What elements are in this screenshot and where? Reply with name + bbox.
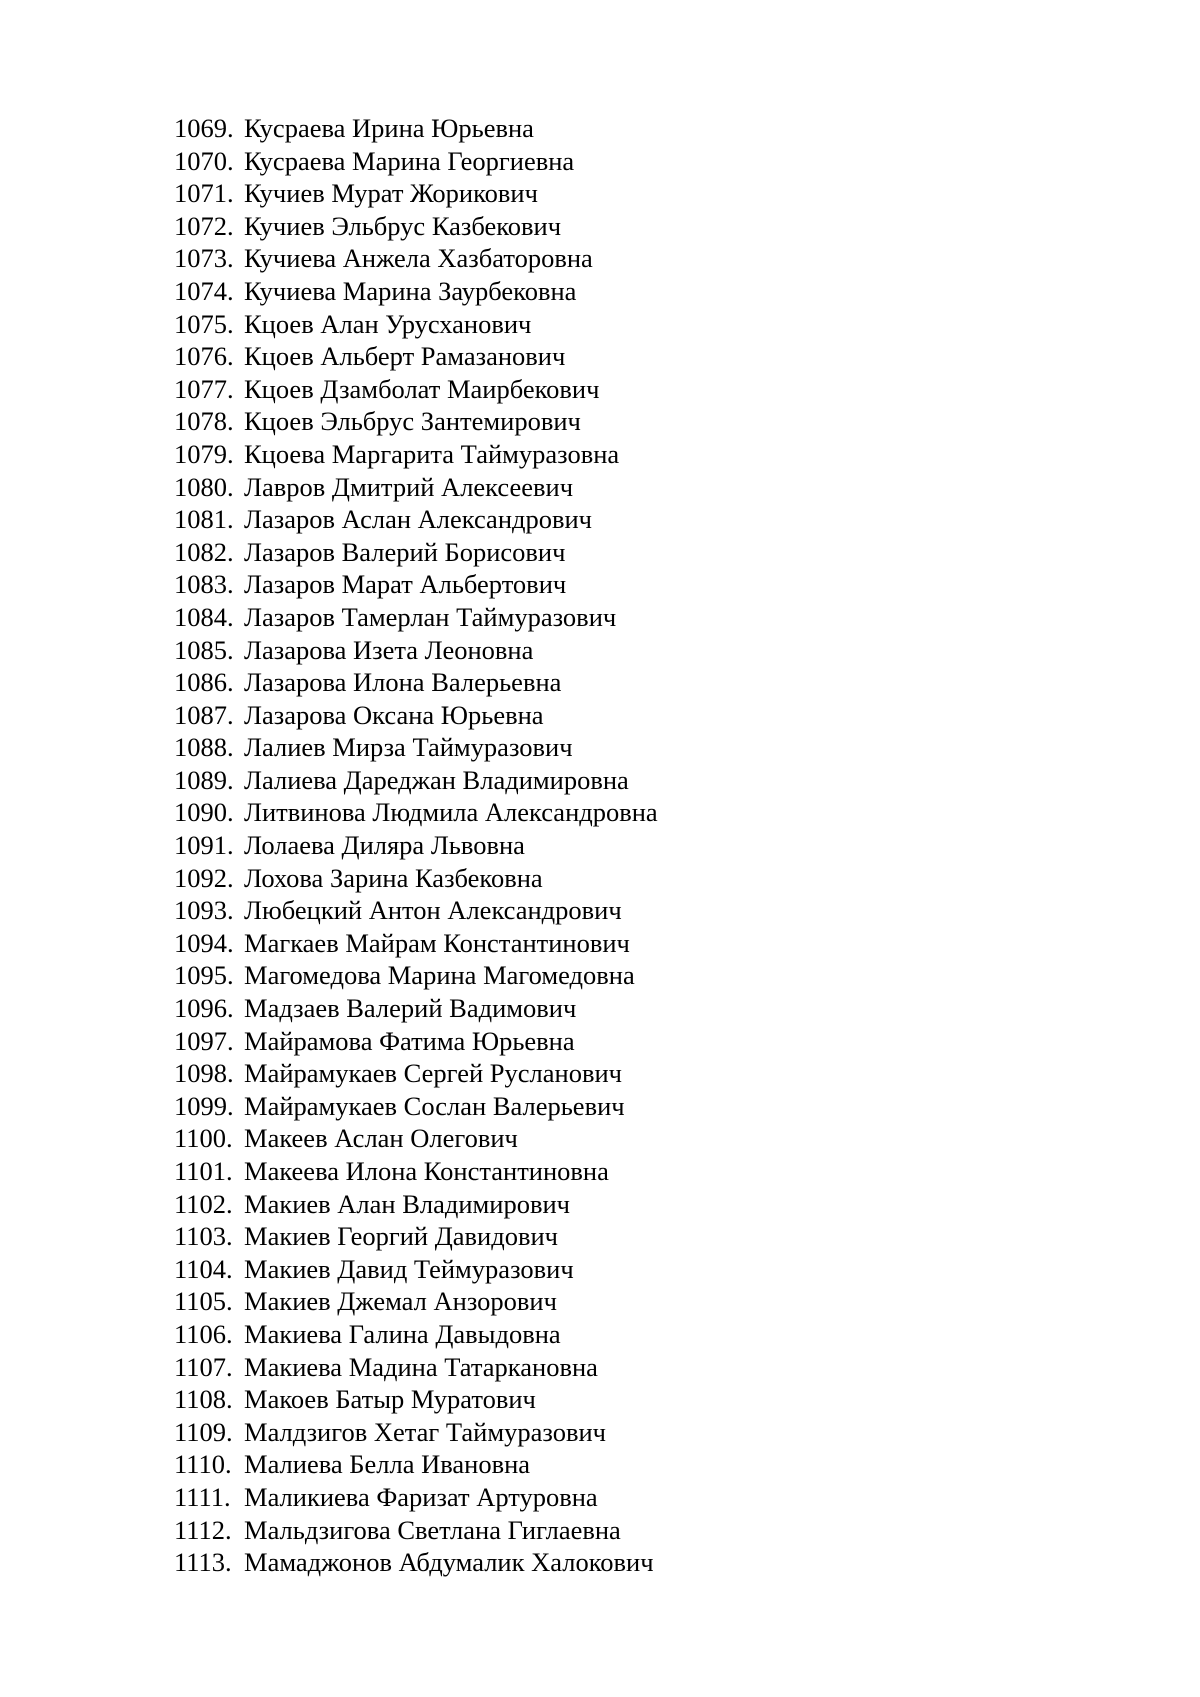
entry-number: 1113. — [174, 1547, 232, 1578]
list-item — [174, 601, 658, 634]
entry-number: 1097. — [174, 1025, 234, 1056]
entry-name: Лавров Дмитрий Алексеевич — [244, 471, 574, 502]
list-item — [174, 1546, 658, 1579]
list-item — [174, 862, 658, 895]
entry-number: 1089. — [174, 764, 234, 795]
list-item — [174, 959, 658, 992]
entry-name: Магкаев Майрам Константинович — [244, 927, 630, 958]
entry-name: Малдзигов Хетаг Таймуразович — [244, 1416, 606, 1447]
list-item — [174, 699, 658, 732]
entry-name: Макиев Джемал Анзорович — [244, 1286, 557, 1317]
entry-number: 1107. — [174, 1351, 233, 1382]
entry-name: Малиева Белла Ивановна — [244, 1449, 531, 1480]
entry-number: 1099. — [174, 1090, 234, 1121]
entry-number: 1112. — [174, 1514, 232, 1545]
entry-name: Мальдзигова Светлана Гиглаевна — [244, 1514, 621, 1545]
entry-name: Макоев Батыр Муратович — [244, 1384, 536, 1415]
list-item — [174, 1514, 658, 1547]
list-item — [174, 1481, 658, 1514]
entry-name: Макиев Алан Владимирович — [244, 1188, 571, 1219]
entry-name: Лазарова Оксана Юрьевна — [244, 699, 544, 730]
entry-name: Любецкий Антон Александрович — [244, 895, 622, 926]
list-item — [174, 308, 658, 341]
list-item — [174, 1285, 658, 1318]
entry-name: Макиева Мадина Татаркановна — [244, 1351, 598, 1382]
entry-number: 1069. — [174, 113, 234, 143]
entry-name: Лалиев Мирза Таймуразович — [244, 732, 573, 763]
entry-number: 1086. — [174, 667, 234, 698]
entry-number: 1109. — [174, 1416, 233, 1447]
entry-number: 1105. — [174, 1286, 233, 1317]
list-item — [174, 568, 658, 601]
entry-name: Мадзаев Валерий Вадимович — [244, 993, 577, 1024]
entry-number: 1101. — [174, 1156, 233, 1186]
entry-name: Кучиева Анжела Хазбаторовна — [244, 243, 593, 274]
list-item — [174, 1057, 658, 1090]
list-item — [174, 731, 658, 764]
entry-number: 1091. — [174, 830, 234, 861]
entry-name: Лазарова Изета Леоновна — [244, 634, 534, 665]
list-item — [174, 210, 658, 243]
name-list — [174, 112, 658, 1579]
entry-name: Макиев Давид Теймуразович — [244, 1253, 574, 1284]
entry-name: Кцоев Альберт Рамазанович — [244, 341, 566, 372]
entry-number: 1084. — [174, 601, 234, 632]
entry-number: 1083. — [174, 569, 234, 600]
entry-number: 1079. — [174, 438, 234, 469]
entry-name: Майрамукаев Сергей Русланович — [244, 1058, 622, 1089]
entry-name: Кцоев Дзамболат Маирбекович — [244, 373, 600, 404]
list-item — [174, 112, 658, 145]
list-item — [174, 1122, 658, 1155]
list-item — [174, 1188, 658, 1221]
entry-name: Кучиев Мурат Жорикович — [244, 178, 538, 209]
entry-number: 1076. — [174, 341, 234, 372]
entry-number: 1080. — [174, 471, 234, 502]
entry-number: 1110. — [174, 1449, 232, 1480]
list-item — [174, 145, 658, 178]
entry-number: 1106. — [174, 1318, 233, 1349]
list-item — [174, 405, 658, 438]
list-item — [174, 275, 658, 308]
list-item — [174, 796, 658, 829]
entry-name: Макиев Георгий Давидович — [244, 1221, 558, 1252]
list-item — [174, 764, 658, 797]
list-item — [174, 1448, 658, 1481]
entry-name: Лалиева Дареджан Владимировна — [244, 764, 629, 795]
list-item — [174, 894, 658, 927]
entry-name: Кусраева Марина Георгиевна — [244, 145, 575, 176]
list-item — [174, 373, 658, 406]
entry-number: 1104. — [174, 1253, 233, 1284]
entry-number: 1088. — [174, 732, 234, 763]
entry-name: Кцоев Эльбрус Зантемирович — [244, 406, 581, 437]
entry-name: Кучиева Марина Заурбековна — [244, 275, 577, 306]
list-item — [174, 927, 658, 960]
list-item — [174, 471, 658, 504]
entry-name: Лолаева Диляра Львовна — [244, 830, 525, 861]
entry-number: 1093. — [174, 895, 234, 926]
entry-name: Кцоев Алан Урусханович — [244, 308, 532, 339]
entry-number: 1103. — [174, 1221, 233, 1252]
entry-name: Майрамова Фатима Юрьевна — [244, 1025, 575, 1056]
list-item — [174, 1155, 658, 1188]
entry-name: Макеева Илона Константиновна — [244, 1156, 609, 1186]
entry-name: Макиева Галина Давыдовна — [244, 1318, 561, 1349]
entry-name: Лазаров Тамерлан Таймуразович — [244, 601, 617, 632]
entry-number: 1095. — [174, 960, 234, 991]
list-item — [174, 666, 658, 699]
list-item — [174, 992, 658, 1025]
list-item — [174, 1253, 658, 1286]
entry-number: 1077. — [174, 373, 234, 404]
list-item — [174, 177, 658, 210]
entry-number: 1094. — [174, 927, 234, 958]
entry-number: 1081. — [174, 504, 234, 535]
list-item — [174, 242, 658, 275]
entry-number: 1087. — [174, 699, 234, 730]
entry-number: 1098. — [174, 1058, 234, 1089]
entry-name: Лазаров Валерий Борисович — [244, 536, 566, 567]
entry-number: 1073. — [174, 243, 234, 274]
entry-name: Магомедова Марина Магомедовна — [244, 960, 635, 991]
list-item — [174, 503, 658, 536]
entry-number: 1100. — [174, 1123, 233, 1154]
entry-number: 1082. — [174, 536, 234, 567]
entry-number: 1071. — [174, 178, 234, 209]
entry-number: 1111. — [174, 1481, 231, 1512]
list-item — [174, 1025, 658, 1058]
entry-name: Мамаджонов Абдумалик Халокович — [244, 1547, 654, 1578]
entry-number: 1070. — [174, 145, 234, 176]
entry-number: 1074. — [174, 275, 234, 306]
entry-number: 1096. — [174, 993, 234, 1024]
entry-name: Литвинова Людмила Александровна — [244, 797, 658, 828]
entry-name: Лазаров Марат Альбертович — [244, 569, 567, 600]
entry-name: Майрамукаев Сослан Валерьевич — [244, 1090, 625, 1121]
list-item — [174, 1318, 658, 1351]
list-item — [174, 1220, 658, 1253]
list-item — [174, 829, 658, 862]
list-item — [174, 634, 658, 667]
list-item — [174, 1416, 658, 1449]
list-item — [174, 536, 658, 569]
entry-name: Маликиева Фаризат Артуровна — [244, 1481, 598, 1512]
list-item — [174, 438, 658, 471]
entry-name: Лохова Зарина Казбековна — [244, 862, 543, 893]
entry-name: Кцоева Маргарита Таймуразовна — [244, 438, 620, 469]
entry-number: 1102. — [174, 1188, 233, 1219]
entry-number: 1108. — [174, 1384, 233, 1415]
entry-number: 1078. — [174, 406, 234, 437]
list-item — [174, 1383, 658, 1416]
entry-number: 1092. — [174, 862, 234, 893]
entry-number: 1090. — [174, 797, 234, 828]
entry-number: 1075. — [174, 308, 234, 339]
entry-number: 1085. — [174, 634, 234, 665]
entry-name: Кусраева Ирина Юрьевна — [244, 113, 534, 143]
entry-name: Кучиев Эльбрус Казбекович — [244, 210, 562, 241]
entry-name: Макеев Аслан Олегович — [244, 1123, 518, 1154]
entry-name: Лазарова Илона Валерьевна — [244, 667, 562, 698]
list-item — [174, 1090, 658, 1123]
entry-number: 1072. — [174, 210, 234, 241]
list-item — [174, 340, 658, 373]
list-item — [174, 1351, 658, 1384]
entry-name: Лазаров Аслан Александрович — [244, 504, 593, 535]
